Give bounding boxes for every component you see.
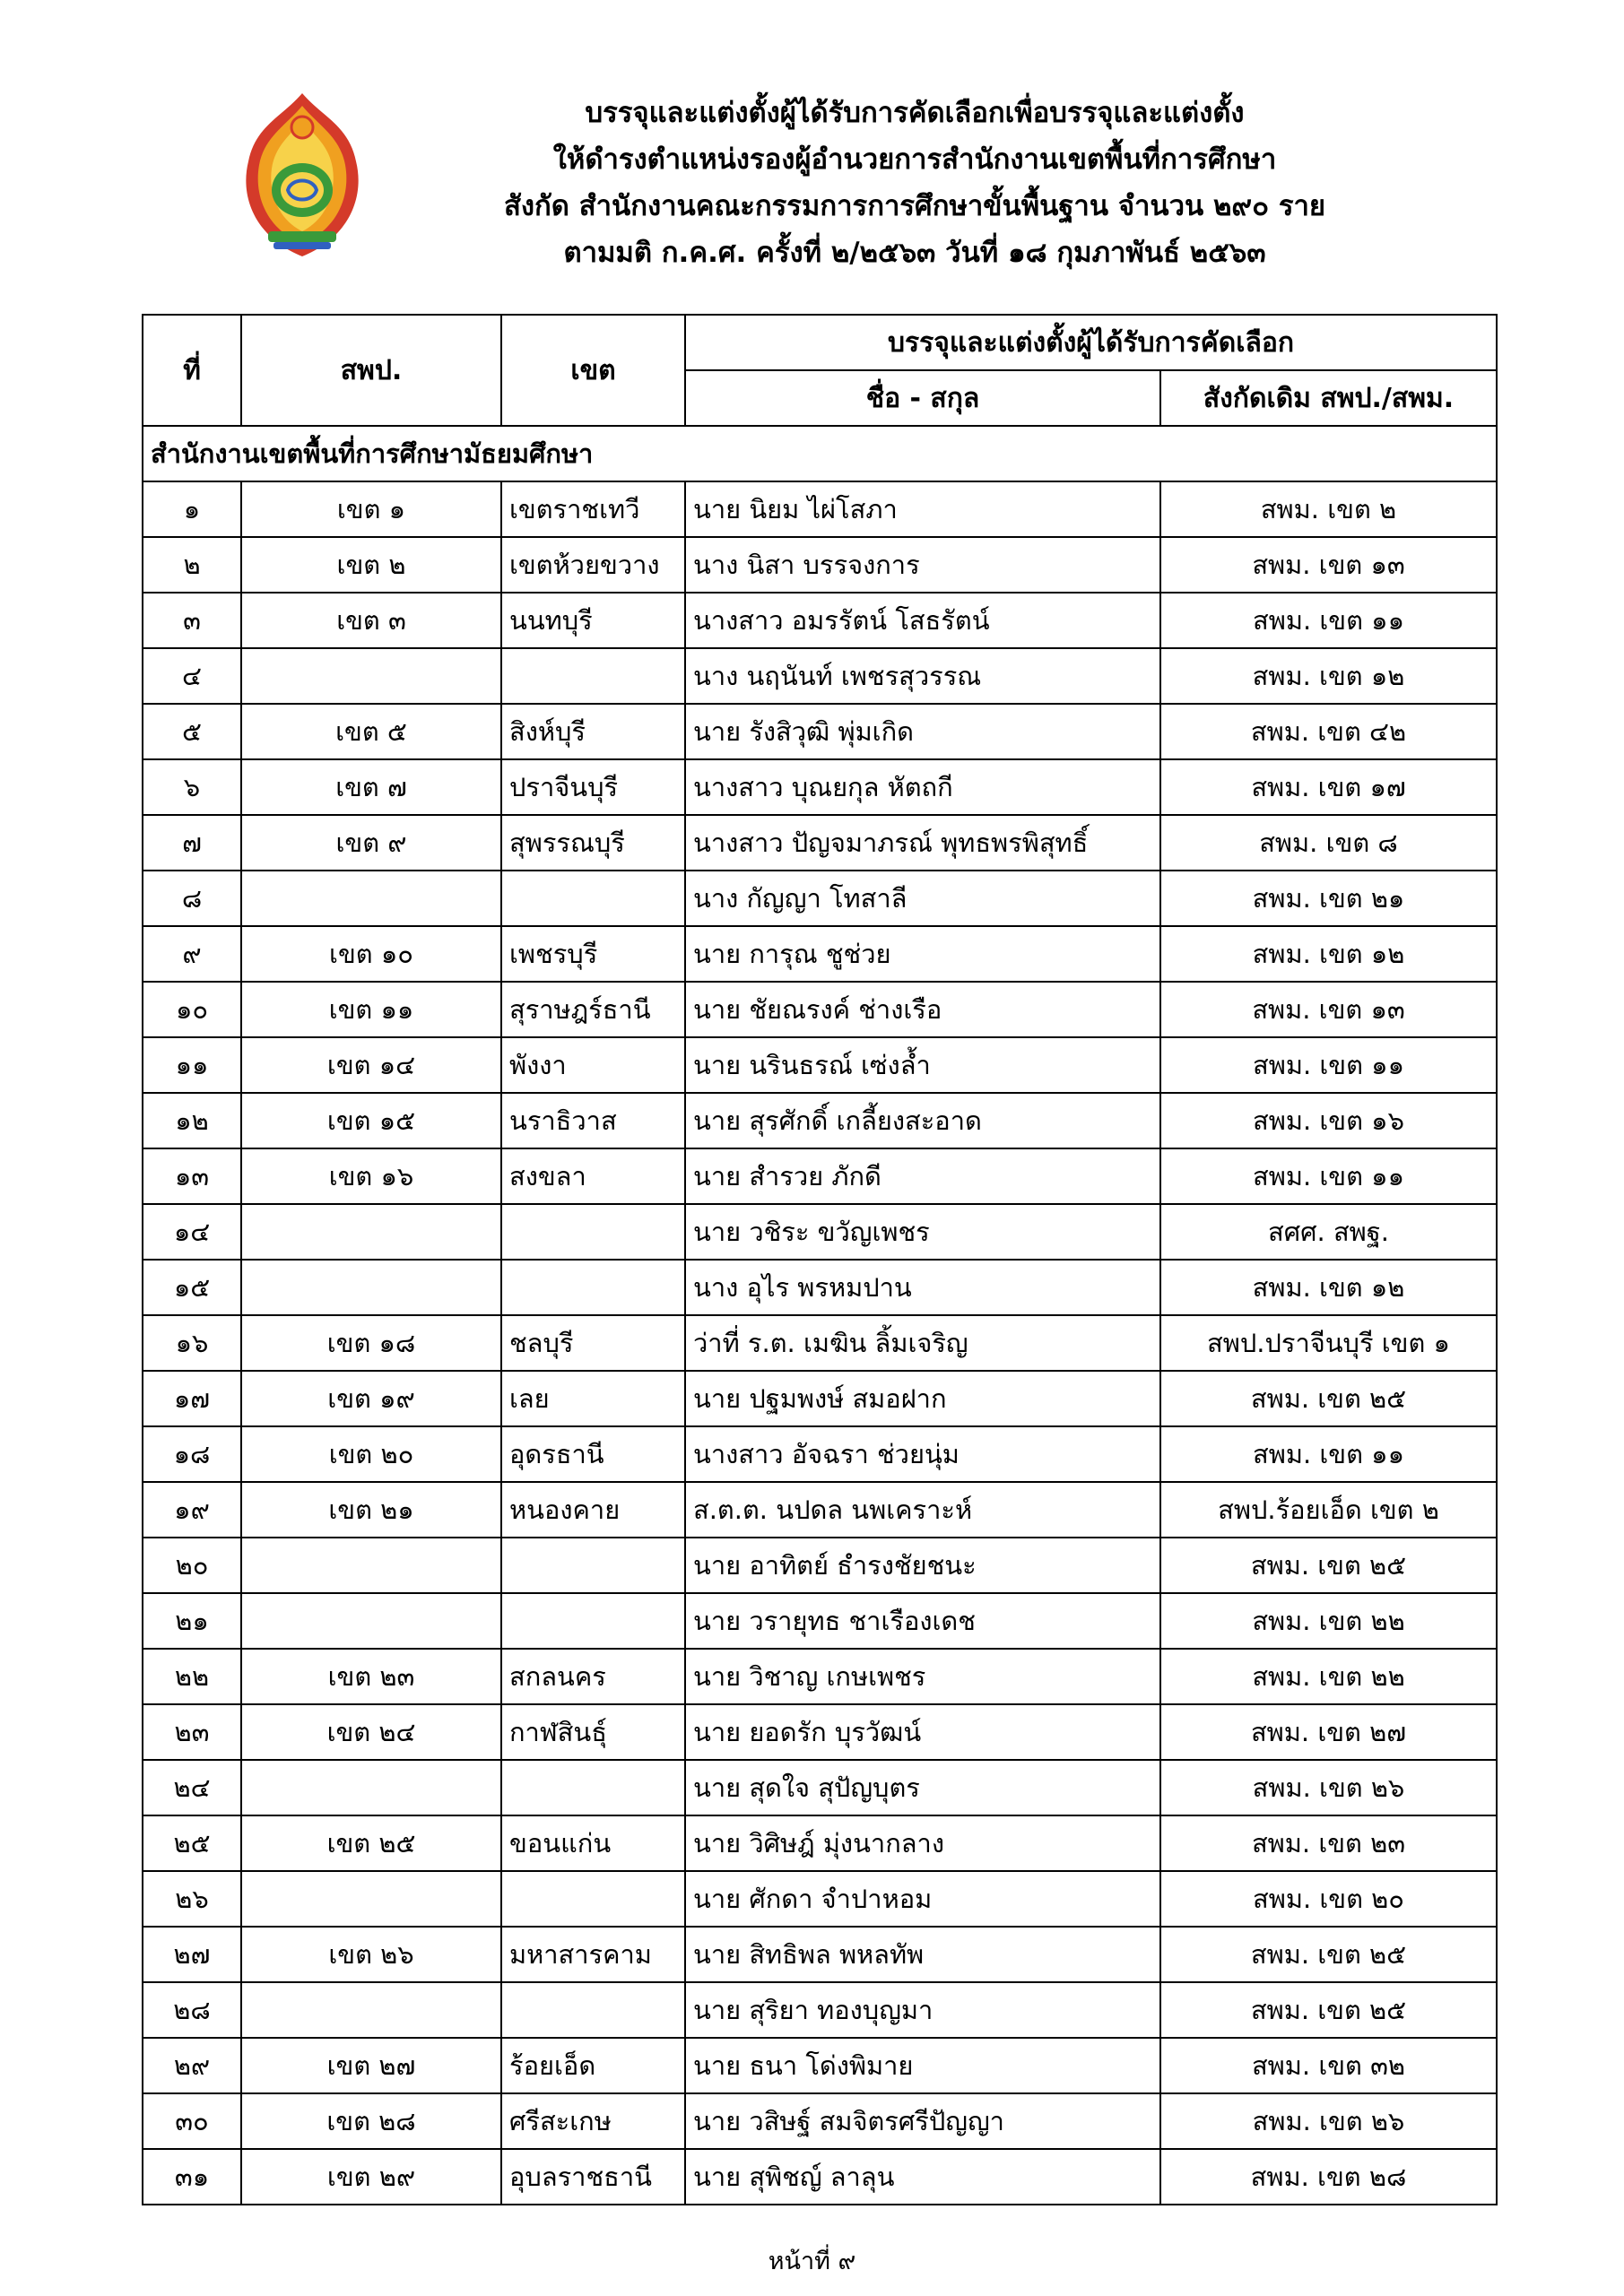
row-name: นางสาว ปัญจมาภรณ์ พุทธพรพิสุทธิ์ (685, 815, 1160, 871)
row-office: เขต ๑๐ (241, 926, 501, 982)
table-row (143, 1760, 1497, 1815)
table-row (143, 1927, 1497, 1982)
row-name: นาย อาทิตย์ ธำรงชัยชนะ (685, 1538, 1160, 1593)
table-row (143, 926, 1497, 982)
table-row (143, 982, 1497, 1037)
row-area: เขตห้วยขวาง (501, 537, 685, 593)
row-area: ร้อยเอ็ด (501, 2038, 685, 2093)
table-row (143, 1593, 1497, 1649)
row-origin: สพม. เขต ๒๘ (1160, 2149, 1497, 2205)
row-office: เขต ๗ (241, 759, 501, 815)
row-origin: สพม. เขต ๒ (1160, 481, 1497, 537)
row-origin: สพม. เขต ๑๓ (1160, 982, 1497, 1037)
row-office (241, 1593, 501, 1649)
row-origin: สพม. เขต ๒๖ (1160, 2093, 1497, 2149)
row-area: เลย (501, 1371, 685, 1426)
row-office: เขต ๑ (241, 481, 501, 537)
row-origin: สพม. เขต ๒๕ (1160, 1982, 1497, 2038)
row-office: เขต ๒๑ (241, 1482, 501, 1538)
row-area: พังงา (501, 1037, 685, 1093)
row-area: ชลบุรี (501, 1315, 685, 1371)
table-row (143, 759, 1497, 815)
table-row (143, 871, 1497, 926)
table-row (143, 1815, 1497, 1871)
row-origin: สพม. เขต ๑๒ (1160, 1260, 1497, 1315)
table-row (143, 2038, 1497, 2093)
row-origin: สพม. เขต ๑๑ (1160, 1148, 1497, 1204)
row-origin: สพม. เขต ๑๑ (1160, 1037, 1497, 1093)
row-name: นาย นิยม ไผ่โสภา (685, 481, 1160, 537)
header-area: เขต (501, 315, 685, 426)
table-row (143, 1538, 1497, 1593)
row-office: เขต ๒๔ (241, 1704, 501, 1760)
row-name: นางสาว อัจฉรา ช่วยนุ่ม (685, 1426, 1160, 1482)
row-office: เขต ๑๖ (241, 1148, 501, 1204)
row-number: ๔ (143, 648, 241, 704)
row-name: นาย วสิษฐ์ สมจิตรศรีปัญญา (685, 2093, 1160, 2149)
row-area: สุราษฎร์ธานี (501, 982, 685, 1037)
row-name: นาย ศักดา จำปาหอม (685, 1871, 1160, 1927)
row-number: ๒ (143, 537, 241, 593)
row-area: เพชรบุรี (501, 926, 685, 982)
row-name: นาย สุพิชญ์ ลาลุน (685, 2149, 1160, 2205)
row-name: นาย สุดใจ สุปัญบุตร (685, 1760, 1160, 1815)
row-origin: สพม. เขต ๑๗ (1160, 759, 1497, 815)
row-number: ๑๐ (143, 982, 241, 1037)
row-area: กาฬสินธุ์ (501, 1704, 685, 1760)
header-no: ที่ (143, 315, 241, 426)
row-number: ๒๒ (143, 1649, 241, 1704)
header-office: สพป. (241, 315, 501, 426)
row-origin: สพม. เขต ๒๕ (1160, 1538, 1497, 1593)
obec-logo (229, 90, 377, 260)
row-number: ๒๗ (143, 1927, 241, 1982)
row-origin: สพม. เขต ๒๒ (1160, 1593, 1497, 1649)
row-number: ๒๘ (143, 1982, 241, 2038)
row-office (241, 1982, 501, 2038)
table-row (143, 1315, 1497, 1371)
section-title: สำนักงานเขตพื้นที่การศึกษามัธยมศึกษา (143, 426, 1497, 481)
row-area: สุพรรณบุรี (501, 815, 685, 871)
row-office: เขต ๑๔ (241, 1037, 501, 1093)
row-origin: สพม. เขต ๑๑ (1160, 1426, 1497, 1482)
row-area: อุดรธานี (501, 1426, 685, 1482)
row-area: นราธิวาส (501, 1093, 685, 1148)
row-number: ๑๓ (143, 1148, 241, 1204)
row-office: เขต ๑๕ (241, 1093, 501, 1148)
table-row (143, 1426, 1497, 1482)
header-group: บรรจุและแต่งตั้งผู้ได้รับการคัดเลือก (685, 315, 1497, 370)
row-name: นาย สุริยา ทองบุญมา (685, 1982, 1160, 2038)
table-row (143, 2093, 1497, 2149)
title-line-3: สังกัด สำนักงานคณะกรรมการการศึกษาขั้นพื้นฐาน จำนวน ๒๙๐ ราย (503, 190, 1326, 222)
row-office (241, 871, 501, 926)
page-number: หน้าที่ ๙ (768, 2248, 856, 2275)
table-row (143, 1037, 1497, 1093)
row-number: ๒๔ (143, 1760, 241, 1815)
row-origin: สพม. เขต ๒๖ (1160, 1760, 1497, 1815)
row-name: นาย ธนา โด่งพิมาย (685, 2038, 1160, 2093)
row-area (501, 1538, 685, 1593)
row-number: ๘ (143, 871, 241, 926)
row-origin: สพม. เขต ๒๒ (1160, 1649, 1497, 1704)
table-row (143, 1204, 1497, 1260)
row-area: สงขลา (501, 1148, 685, 1204)
row-name: นาย ปฐมพงษ์ สมอฝาก (685, 1371, 1160, 1426)
table-row (143, 593, 1497, 648)
row-name: นาย การุณ ชูช่วย (685, 926, 1160, 982)
row-name: นาย วิศิษฎ์ มุ่งนากลาง (685, 1815, 1160, 1871)
row-office (241, 648, 501, 704)
header-origin: สังกัดเดิม สพป./สพม. (1160, 370, 1497, 426)
row-number: ๒๕ (143, 1815, 241, 1871)
row-name: นาย ชัยณรงค์ ช่างเรือ (685, 982, 1160, 1037)
row-office: เขต ๒๘ (241, 2093, 501, 2149)
row-number: ๒๙ (143, 2038, 241, 2093)
row-name: นาย นรินธรณ์ เซ่งล้ำ (685, 1037, 1160, 1093)
table-row (143, 1148, 1497, 1204)
row-origin: สพม. เขต ๑๓ (1160, 537, 1497, 593)
row-name: นาย สำรวย ภักดี (685, 1148, 1160, 1204)
row-office: เขต ๑๘ (241, 1315, 501, 1371)
row-origin: สพม. เขต ๒๕ (1160, 1371, 1497, 1426)
appointment-table (142, 314, 1498, 2205)
table-row (143, 1704, 1497, 1760)
row-office: เขต ๑๙ (241, 1371, 501, 1426)
row-area: สิงห์บุรี (501, 704, 685, 759)
row-origin: สพม. เขต ๓๒ (1160, 2038, 1497, 2093)
table-row (143, 481, 1497, 537)
table-row (143, 1482, 1497, 1538)
row-number: ๕ (143, 704, 241, 759)
row-area (501, 1760, 685, 1815)
row-number: ๑๗ (143, 1371, 241, 1426)
row-office: เขต ๙ (241, 815, 501, 871)
table-row (143, 815, 1497, 871)
row-area (501, 1204, 685, 1260)
row-number: ๑๘ (143, 1426, 241, 1482)
title-line-2: ให้ดำรงตำแหน่งรองผู้อำนวยการสำนักงานเขตพื้นที่การศึกษา (552, 143, 1277, 176)
document-title (359, 90, 1471, 276)
row-origin: สพม. เขต ๒๑ (1160, 871, 1497, 926)
row-name: นาย รังสิวุฒิ พุ่มเกิด (685, 704, 1160, 759)
row-number: ๒๐ (143, 1538, 241, 1593)
title-line-1: บรรจุและแต่งตั้งผู้ได้รับการคัดเลือกเพื่อบรรจุและแต่งตั้ง (585, 97, 1245, 129)
row-number: ๑๒ (143, 1093, 241, 1148)
row-origin: สพม. เขต ๑๑ (1160, 593, 1497, 648)
section-row (143, 426, 1497, 481)
header-name: ชื่อ - สกุล (685, 370, 1160, 426)
title-line-4: ตามมติ ก.ค.ศ. ครั้งที่ ๒/๒๕๖๓ วันที่ ๑๘ กุมภาพันธ์ ๒๕๖๓ (563, 237, 1266, 269)
row-origin: สพม. เขต ๒๗ (1160, 1704, 1497, 1760)
row-office: เขต ๓ (241, 593, 501, 648)
row-origin: สพป.ปราจีนบุรี เขต ๑ (1160, 1315, 1497, 1371)
row-area (501, 1593, 685, 1649)
row-name: นาย สิทธิพล พหลทัพ (685, 1927, 1160, 1982)
row-area: ขอนแก่น (501, 1815, 685, 1871)
row-origin: สพม. เขต ๘ (1160, 815, 1497, 871)
row-name: นาย สุรศักดิ์ เกลี้ยงสะอาด (685, 1093, 1160, 1148)
row-name: นาย ยอดรัก บุรวัฒน์ (685, 1704, 1160, 1760)
row-name: ส.ต.ต. นปดล นพเคราะห์ (685, 1482, 1160, 1538)
table-row (143, 1371, 1497, 1426)
row-area: ศรีสะเกษ (501, 2093, 685, 2149)
row-origin: สศศ. สพฐ. (1160, 1204, 1497, 1260)
row-area: มหาสารคาม (501, 1927, 685, 1982)
row-name: นาง กัญญา โทสาลี (685, 871, 1160, 926)
table-row (143, 2149, 1497, 2205)
row-name: นาย วชิระ ขวัญเพชร (685, 1204, 1160, 1260)
row-name: นางสาว บุณยกุล หัตถกี (685, 759, 1160, 815)
table-row (143, 1871, 1497, 1927)
table-row (143, 1649, 1497, 1704)
row-number: ๒๑ (143, 1593, 241, 1649)
row-origin: สพม. เขต ๒๓ (1160, 1815, 1497, 1871)
row-area: อุบลราชธานี (501, 2149, 685, 2205)
row-office (241, 1538, 501, 1593)
row-origin: สพป.ร้อยเอ็ด เขต ๒ (1160, 1482, 1497, 1538)
row-number: ๓๐ (143, 2093, 241, 2149)
row-office: เขต ๒๕ (241, 1815, 501, 1871)
row-number: ๑๔ (143, 1204, 241, 1260)
row-office (241, 1760, 501, 1815)
row-area (501, 1982, 685, 2038)
row-number: ๙ (143, 926, 241, 982)
row-number: ๓ (143, 593, 241, 648)
row-name: ว่าที่ ร.ต. เมฆิน ลิ้มเจริญ (685, 1315, 1160, 1371)
row-number: ๗ (143, 815, 241, 871)
row-number: ๖ (143, 759, 241, 815)
row-name: นางสาว อมรรัตน์ โสธรัตน์ (685, 593, 1160, 648)
row-origin: สพม. เขต ๔๒ (1160, 704, 1497, 759)
row-office: เขต ๕ (241, 704, 501, 759)
row-area (501, 1871, 685, 1927)
row-number: ๒๓ (143, 1704, 241, 1760)
row-origin: สพม. เขต ๒๕ (1160, 1927, 1497, 1982)
row-area: หนองคาย (501, 1482, 685, 1538)
row-office: เขต ๒๐ (241, 1426, 501, 1482)
row-office: เขต ๑๑ (241, 982, 501, 1037)
row-area (501, 1260, 685, 1315)
row-office: เขต ๒๙ (241, 2149, 501, 2205)
row-area (501, 871, 685, 926)
row-number: ๑๕ (143, 1260, 241, 1315)
row-number: ๑ (143, 481, 241, 537)
row-area: เขตราชเทวี (501, 481, 685, 537)
row-area: สกลนคร (501, 1649, 685, 1704)
table-row (143, 704, 1497, 759)
row-origin: สพม. เขต ๑๒ (1160, 926, 1497, 982)
row-office (241, 1204, 501, 1260)
row-office: เขต ๒ (241, 537, 501, 593)
row-office (241, 1871, 501, 1927)
row-office: เขต ๒๗ (241, 2038, 501, 2093)
row-origin: สพม. เขต ๒๐ (1160, 1871, 1497, 1927)
row-number: ๒๖ (143, 1871, 241, 1927)
row-origin: สพม. เขต ๑๒ (1160, 648, 1497, 704)
row-area: ปราจีนบุรี (501, 759, 685, 815)
row-name: นาง นฤนันท์ เพชรสุวรรณ (685, 648, 1160, 704)
table-row (143, 1093, 1497, 1148)
row-name: นาง อุไร พรหมปาน (685, 1260, 1160, 1315)
row-number: ๑๖ (143, 1315, 241, 1371)
row-area: นนทบุรี (501, 593, 685, 648)
row-number: ๓๑ (143, 2149, 241, 2205)
table-row (143, 1260, 1497, 1315)
row-name: นาย วิชาญ เกษเพชร (685, 1649, 1160, 1704)
row-name: นาย วรายุทธ ชาเรืองเดช (685, 1593, 1160, 1649)
table-row (143, 648, 1497, 704)
table-row (143, 537, 1497, 593)
row-number: ๑๑ (143, 1037, 241, 1093)
row-name: นาง นิสา บรรจงการ (685, 537, 1160, 593)
row-origin: สพม. เขต ๑๖ (1160, 1093, 1497, 1148)
row-office (241, 1260, 501, 1315)
row-office: เขต ๒๖ (241, 1927, 501, 1982)
table-row (143, 1982, 1497, 2038)
row-number: ๑๙ (143, 1482, 241, 1538)
row-office: เขต ๒๓ (241, 1649, 501, 1704)
row-area (501, 648, 685, 704)
